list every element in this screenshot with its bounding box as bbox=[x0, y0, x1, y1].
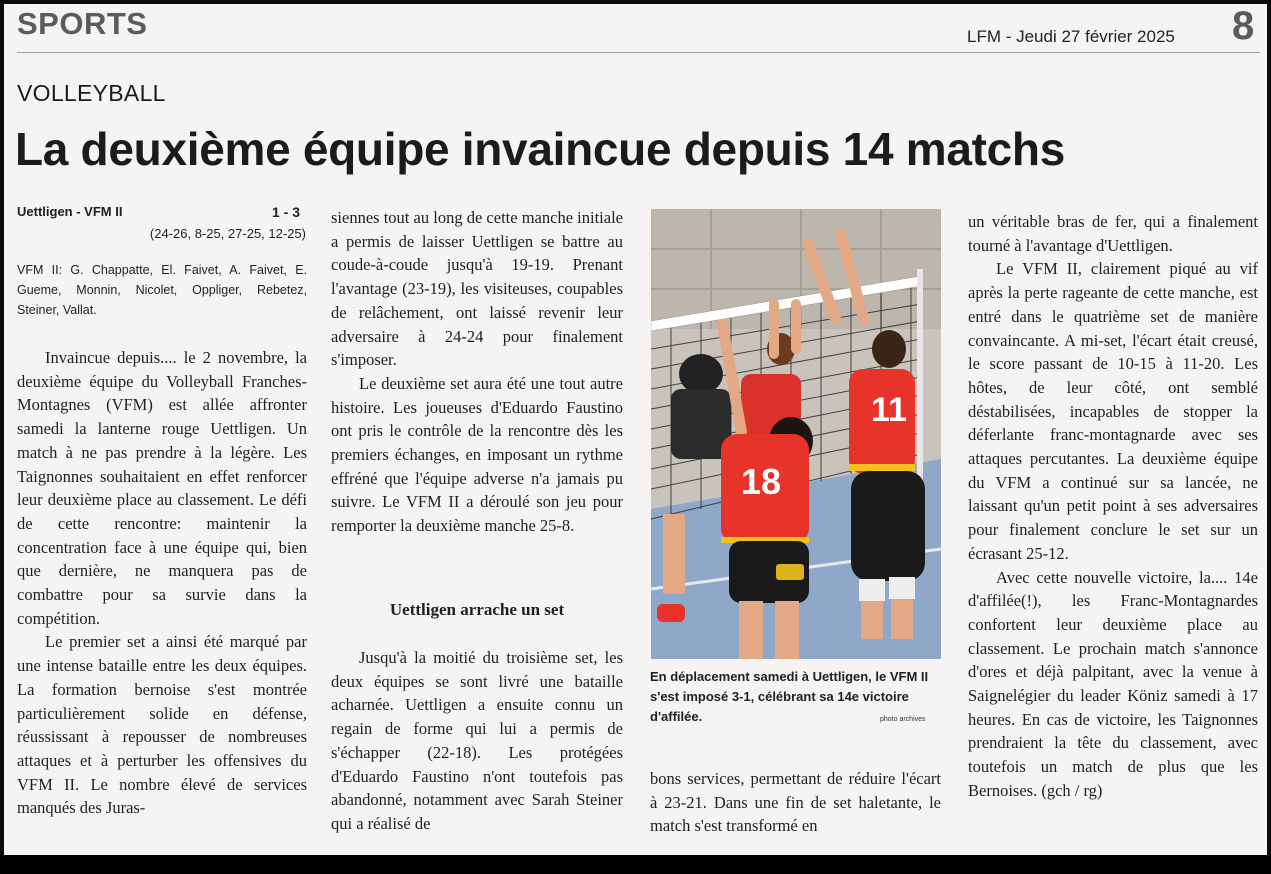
paragraph: Le VFM II, clairement piqué au vif après la perte rageante de cette manche, est entré dans le quatrième set de manière convaincante. A mi-set, l'écart était creusé, le score passant de 10-15 à 11-20. Les hôtes, de leur côté, ont semblé déstabilisées, incapables de stopper la déferlante franc-montagnarde avec ses attaques percutantes. La deuxième équipe du VFM a continué sur sa lancée, ne laissant qu'un petit point à ses adversaires pour finalement conclure le set sur un écrasant 25-12. bbox=[968, 259, 1258, 563]
score-result: 1 - 3 bbox=[272, 204, 301, 220]
jersey-number-18: 18 bbox=[740, 461, 782, 502]
score-sets: (24-26, 8-25, 27-25, 12-25) bbox=[149, 226, 306, 241]
article-column-1 bbox=[17, 346, 307, 820]
paragraph: Le deuxième set aura été une tout autre histoire. Les joueuses d'Eduardo Faustino ont pris le contrôle de la rencontre dès les premiers échanges, en imposant un rythme effréné que l'équipe adverse n'a jamais pu suivre. Le VFM II a déroulé son jeu pour remporter la deuxième manche 25-8. bbox=[331, 373, 623, 536]
scan-border-top bbox=[0, 0, 1271, 4]
article-column-2-continued bbox=[331, 646, 623, 836]
team-lineup: VFM II: G. Chappatte, El. Faivet, A. Faivet, E. Gueme, Monnin, Nicolet, Oppliger, Rebetez, Steiner, Vallat. bbox=[17, 263, 307, 317]
score-teams: Uettligen - VFM II bbox=[17, 204, 123, 219]
article-column-3 bbox=[650, 767, 941, 838]
issue-date: LFM - Jeudi 27 février 2025 bbox=[967, 27, 1175, 46]
volleyball-photo bbox=[651, 209, 941, 659]
article-rubric: VOLLEYBALL bbox=[17, 80, 166, 106]
jersey-number-11: 11 bbox=[871, 391, 907, 429]
article-column-2 bbox=[331, 206, 623, 538]
photo-caption: En déplacement samedi à Uettligen, le VFM II s'est imposé 3-1, célébrant sa 14e victoire d'affilée. bbox=[650, 669, 929, 724]
article-headline: La deuxième équipe invaincue depuis 14 matchs bbox=[15, 123, 1065, 175]
photo-credit: photo archives bbox=[880, 716, 926, 723]
paragraph: Invaincue depuis.... le 2 novembre, la deuxième équipe du Volleyball Franches-Montagnes (VFM) est allée affronter samedi la lanterne rouge Uettligen. Un match à ne pas prendre à la légère. Les Taignonnes souhaitaient en effet renforcer leur deuxième place au classement. Le défi de cette rencontre: maintenir la concentration face à une équipe qui, bien que dernière, ne manquera pas de combattre pour sa survie dans la compétition. bbox=[17, 348, 307, 628]
paragraph: siennes tout au long de cette manche initiale a permis de laisser Uettligen se battre au coude-à-coude jusqu'à 19-19. Prenant l'avantage (23-19), les visiteuses, coupables de relâchement, ont laissé revenir leur adversaire à 24-24 pour finalement s'imposer. bbox=[331, 208, 623, 370]
header-rule bbox=[17, 52, 1260, 53]
paragraph: bons services, permettant de réduire l'écart à 23-21. Dans une fin de set haletante, le match s'est transformé en bbox=[650, 769, 941, 836]
section-title: SPORTS bbox=[17, 6, 148, 41]
article-column-4 bbox=[968, 210, 1258, 803]
paragraph: Le premier set a ainsi été marqué par une intense bataille entre les deux équipes. La formation bernoise s'est montrée particulièrement solide en défense, réussissant à repousser de nombreuses attaques et à perturber les offensives du VFM II. Le nombre élevé de services manqués des Juras- bbox=[17, 632, 307, 818]
paragraph: Avec cette nouvelle victoire, la.... 14e d'affilée(!), les Franc-Montagnardes confortent leur deuxième place au classement. Le prochain match s'annonce d'ores et déjà palpitant, avec la venue à Saignelégier du leader Köniz samedi à 17 heures. En cas de victoire, les Taignonnes prendraient la tête du classement, avec toutefois un match de plus que les Bernoises. (gch / rg) bbox=[968, 567, 1258, 800]
article-subheading: Uettligen arrache un set bbox=[389, 600, 565, 619]
scan-border-right bbox=[1267, 0, 1271, 874]
scan-border-bottom bbox=[0, 855, 1271, 874]
paragraph: un véritable bras de fer, qui a finalement tourné à l'avantage d'Uettligen. bbox=[968, 212, 1258, 255]
page-number: 8 bbox=[1232, 4, 1255, 48]
scan-border-left bbox=[0, 0, 4, 874]
paragraph: Jusqu'à la moitié du troisième set, les deux équipes se sont livré une bataille acharnée. Uettligen a ensuite connu un regain de forme qui lui a permis de s'échapper (22-18). Les protégées d'Eduardo Faustino n'ont toutefois pas abandonné, notamment avec Sarah Steiner qui a réalisé de bbox=[331, 648, 623, 833]
